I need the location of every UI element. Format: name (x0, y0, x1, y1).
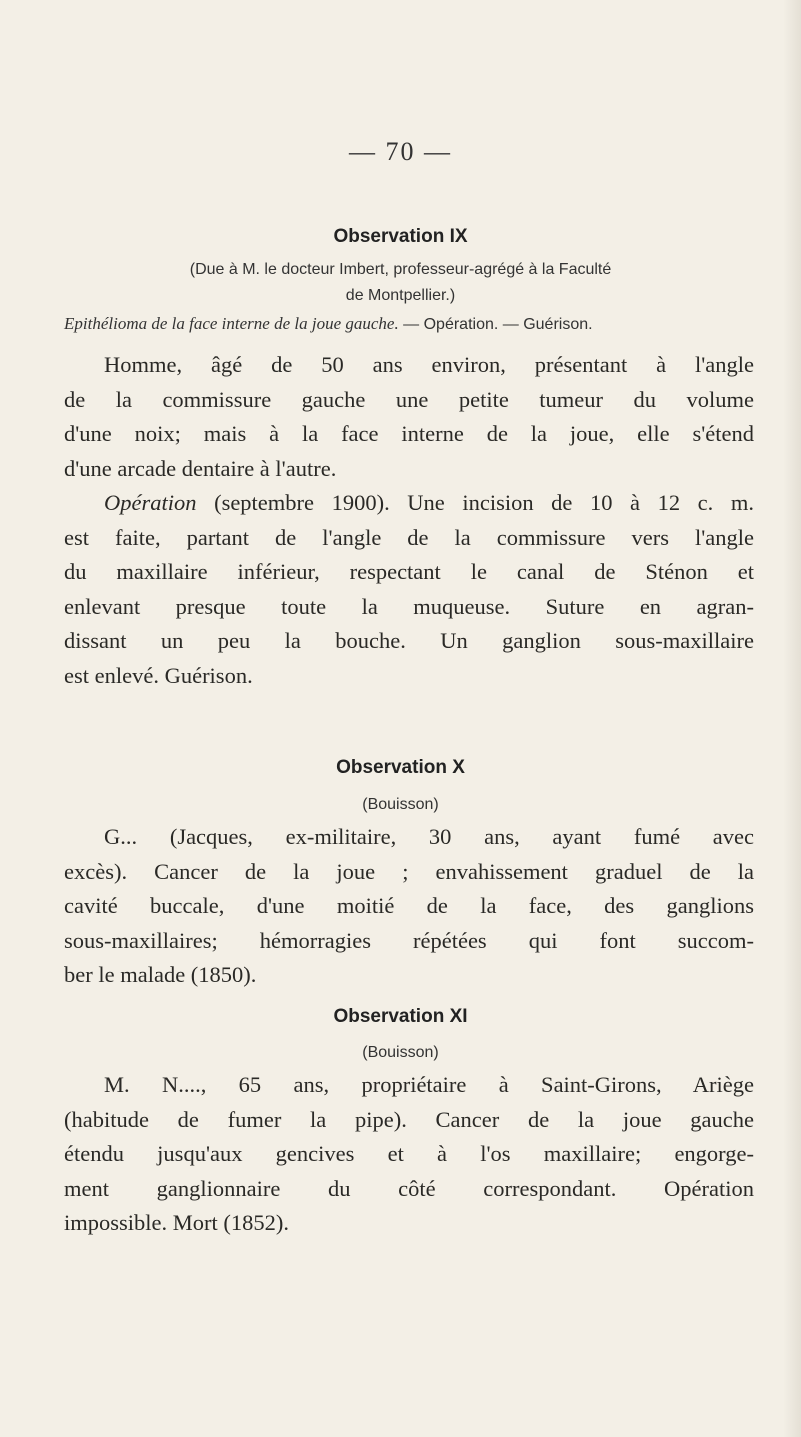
text-line: du maxillaire inférieur, respectant le canal de Sténon et (64, 559, 754, 584)
text-line: Opération (septembre 1900). Une incision de 10 à 12 c. m. (104, 490, 754, 515)
operation-label: Opération (104, 490, 197, 515)
observation-11-attribution: (Bouisson) (362, 1044, 439, 1061)
observation-10-title: Observation X (336, 757, 465, 778)
text-line: sous-maxillaires; hémorragies répétées qui font succom- (64, 927, 754, 953)
text-line: Homme, âgé de 50 ans environ, présentant à l'angle (104, 352, 754, 377)
observation-9-caption (64, 314, 754, 334)
observation-10-paragraph (64, 820, 754, 993)
observation-9-title: Observation IX (333, 226, 468, 247)
observation-11-paragraph (64, 1068, 754, 1241)
text-line: dissant un peu la bouche. Un ganglion sous-maxillaire (64, 628, 754, 653)
observation-9-attribution-line-1: (Due à M. le docteur Imbert, professeur-agrégé à la Faculté (189, 261, 612, 278)
page-number: — 70 — (349, 137, 452, 166)
caption-italic-title: Epithélioma de la face interne de la joue gauche. (64, 314, 399, 333)
text-line: est faite, partant de l'angle de la commissure vers l'angle (64, 524, 754, 550)
text-line: est enlevé. Guérison. (64, 662, 253, 688)
text-line: de la commissure gauche une petite tumeur du volume (64, 386, 754, 412)
observation-9-paragraph-1 (64, 348, 754, 486)
observation-10-attribution: (Bouisson) (362, 796, 439, 813)
observation-9-attribution-line-2: de Montpellier.) (345, 287, 456, 304)
caption-outcome: — Opération. — Guérison. (398, 316, 593, 333)
text-line: d'une noix; mais à la face interne de la joue, elle s'étend (64, 421, 754, 446)
text-line: étendu jusqu'aux gencives et à l'os maxillaire; engorge- (64, 1141, 754, 1166)
text-line: M. N...., 65 ans, propriétaire à Saint-Girons, Ariège (104, 1072, 754, 1097)
text-line: impossible. Mort (1852). (64, 1210, 289, 1235)
text-line: d'une arcade dentaire à l'autre. (64, 455, 337, 481)
text-line: excès). Cancer de la joue ; envahissement graduel de la (64, 858, 754, 884)
text-line: cavité buccale, d'une moitié de la face, des ganglions (64, 893, 754, 918)
observation-11-title: Observation XI (333, 1006, 468, 1027)
text-line: ber le malade (1850). (64, 962, 257, 987)
text-line: G... (Jacques, ex-militaire, 30 ans, ayant fumé avec (104, 824, 754, 849)
page-edge-shadow (783, 0, 801, 1437)
text-line: (habitude de fumer la pipe). Cancer de la joue gauche (64, 1106, 754, 1132)
text-line: ment ganglionnaire du côté correspondant. Opération (64, 1175, 754, 1201)
observation-9-paragraph-2 (64, 486, 754, 693)
text-line: enlevant presque toute la muqueuse. Suture en agran- (64, 593, 754, 619)
